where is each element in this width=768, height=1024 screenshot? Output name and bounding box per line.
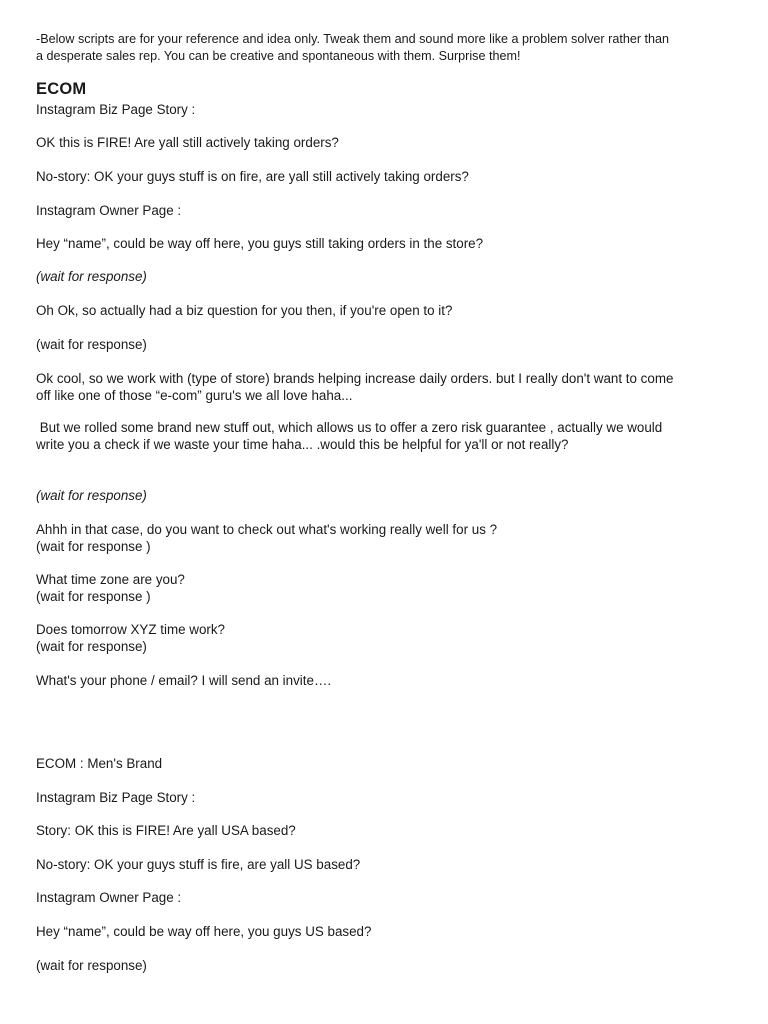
wait-note: (wait for response ) <box>36 589 151 604</box>
wait-note: (wait for response) <box>36 488 147 503</box>
script-line: Story: OK this is FIRE! Are yall USA based? <box>36 823 296 838</box>
script-line: Ahhh in that case, do you want to check out what's working really well for us ? <box>36 522 498 537</box>
script-line: Instagram Biz Page Story : <box>36 102 196 117</box>
script-line: Instagram Owner Page : <box>36 890 182 905</box>
script-paragraph: Ok cool, so we work with (type of store) brands helping increase daily orders. but I really don't want to come off like one of those “e-com” guru's we all love haha... <box>36 371 678 403</box>
intro-note: -Below scripts are for your reference and idea only. Tweak them and sound more like a problem solver rather than a desperate sales rep. You can be creative and spontaneous with them. Surprise them! <box>36 32 670 63</box>
script-line: OK this is FIRE! Are yall still actively taking orders? <box>36 135 339 150</box>
script-line: Oh Ok, so actually had a biz question for you then, if you're open to it? <box>36 303 453 318</box>
wait-note: (wait for response) <box>36 958 147 973</box>
script-line: No-story: OK your guys stuff is on fire, are yall still actively taking orders? <box>36 169 469 184</box>
script-line: No-story: OK your guys stuff is fire, are yall US based? <box>36 857 361 872</box>
script-line: Instagram Owner Page : <box>36 203 182 218</box>
wait-note: (wait for response) <box>36 639 147 654</box>
script-paragraph: But we rolled some brand new stuff out, which allows us to offer a zero risk guarantee , actually we would write you a check if we waste your time haha... .would this be helpful for ya'll or not really? <box>36 420 666 452</box>
wait-note: (wait for response ) <box>36 539 151 554</box>
section-heading-ecom: ECOM <box>36 80 87 98</box>
section-title-mens-brand: ECOM : Men's Brand <box>36 756 163 771</box>
script-line: What time zone are you? <box>36 572 185 587</box>
script-line: Hey “name”, could be way off here, you guys still taking orders in the store? <box>36 236 484 251</box>
script-line: Does tomorrow XYZ time work? <box>36 622 226 637</box>
script-line: Hey “name”, could be way off here, you guys US based? <box>36 924 372 939</box>
wait-note: (wait for response) <box>36 337 147 352</box>
script-line: Instagram Biz Page Story : <box>36 790 196 805</box>
wait-note: (wait for response) <box>36 269 147 284</box>
script-line: What's your phone / email? I will send an invite…. <box>36 673 332 688</box>
